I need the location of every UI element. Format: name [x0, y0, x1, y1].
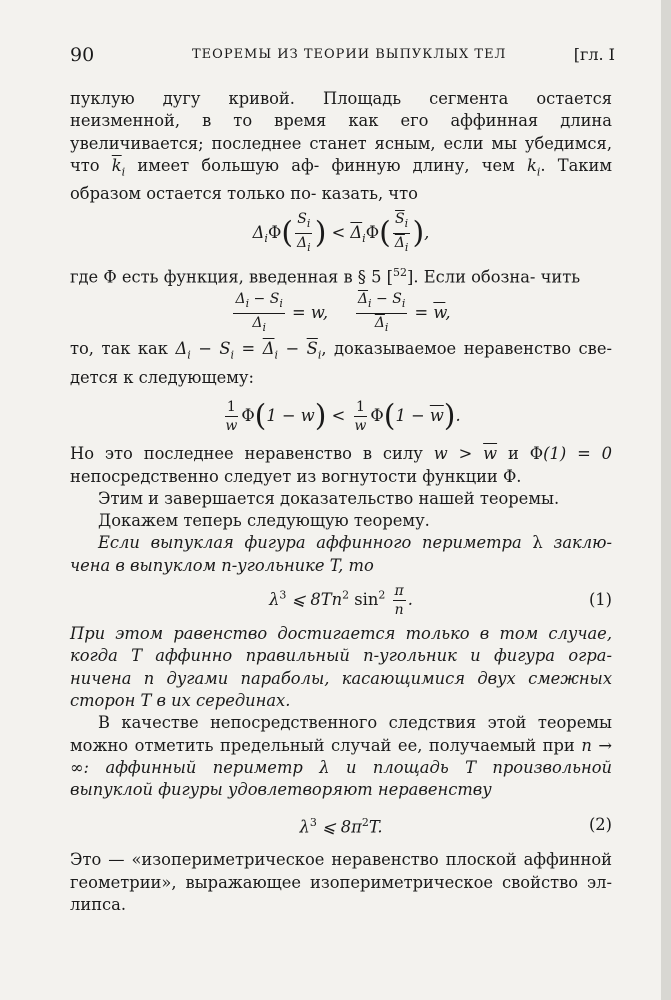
equation-number-2: (2)	[588, 815, 612, 835]
paragraph-1: пуклую дугу кривой. Площадь сегмента остается неизменной, в то время как его аффинная длина увеличивается; последнее станет ясным, если мы убедимся, что $\overline{k}_i$ имеет большую аф- финную длину, чем $k_i$. Таким образом остается только по- казать, что	[70, 89, 612, 204]
paragraph-5: Этим и завершается доказательство нашей теоремы.	[98, 488, 560, 508]
page-header	[70, 42, 615, 70]
page-edge-shadow	[661, 0, 671, 1000]
formula-2: $\lambda^3$ ⩽ $8\pi^2T$. (2)	[299, 815, 612, 837]
paragraph-7: При этом равенство достигается только в том случае, когда T аффинно правильный n-угольник и фигура огра- ничена n дугами параболы, касающимися двух смежных сторон T в их серединах.	[70, 624, 612, 710]
citation: 52	[393, 265, 408, 279]
equation-number-1: (1)	[588, 589, 612, 609]
paragraph-2: где Φ есть функция, введенная в § 5 [$^{52}$]. Если обозна- чить	[70, 265, 581, 287]
math-inline: $\overline{k}_i$	[111, 155, 126, 179]
paragraph-9: Это — «изопериметрическое неравенство плоской аффинной геометрии», выражающее изопериметрическое свойство эл- липса.	[70, 850, 612, 915]
formula-inequality-1: $\Delta_i\Phi$( $\frac{S_i}{\Delta_i}$ ) < $\overline{\Delta}_i\Phi$( $\frac{\overline{S}_i}{\overline{\Delta}_i}$ ),	[252, 211, 430, 255]
paragraph-8: В качестве непосредственного следствия этой теоремы можно отметить предельный случай ее, получаемый при n → ∞: аффинный периметр λ и площадь T произвольной выпуклой фигуры удовлетворяют неравенству	[70, 713, 613, 800]
math-inline: $k_i$	[526, 155, 541, 179]
formula-definitions: $\frac{\Delta_i - S_i}{\Delta_i}$ = w, $\frac{\overline{\Delta}_i - S_i}{\overline{\Delta}_i}$ = $\overline{w}$,	[235, 291, 451, 334]
paragraph-3: то, так как $\Delta_i - S_i = \overline{\Delta}_i - \overline{S}_i$, доказываемое неравенство све- дется к следующему:	[70, 339, 612, 387]
formula-1: $\lambda^3$ ⩽ 8Tn$^2$ $\sin^2$ $\frac{\pi}{n}$ . (1)	[269, 582, 612, 618]
formula-inequality-2: $\frac{1}{w}$ Φ(1 − w) < $\frac{1}{w}$ $\Phi(1 - \overline{w})$.	[225, 398, 461, 434]
text-body	[70, 88, 612, 916]
paragraph-4: Но это последнее неравенство в силу $w > \overline{w}$ и Φ(1) = 0 непосредственно следует из вогнутости функции Φ.	[70, 444, 613, 486]
theorem-statement: Если выпуклая фигура аффинного периметра λ заклю- чена в выпуклом n-угольнике T, то	[70, 533, 612, 575]
paragraph-6: Докажем теперь следующую теорему.	[98, 511, 430, 531]
chapter-ref: [гл. I	[573, 45, 615, 64]
page-number: 90	[70, 44, 95, 66]
running-title: ТЕОРЕМЫ ИЗ ТЕОРИИ ВЫПУКЛЫХ ТЕЛ	[192, 47, 507, 62]
